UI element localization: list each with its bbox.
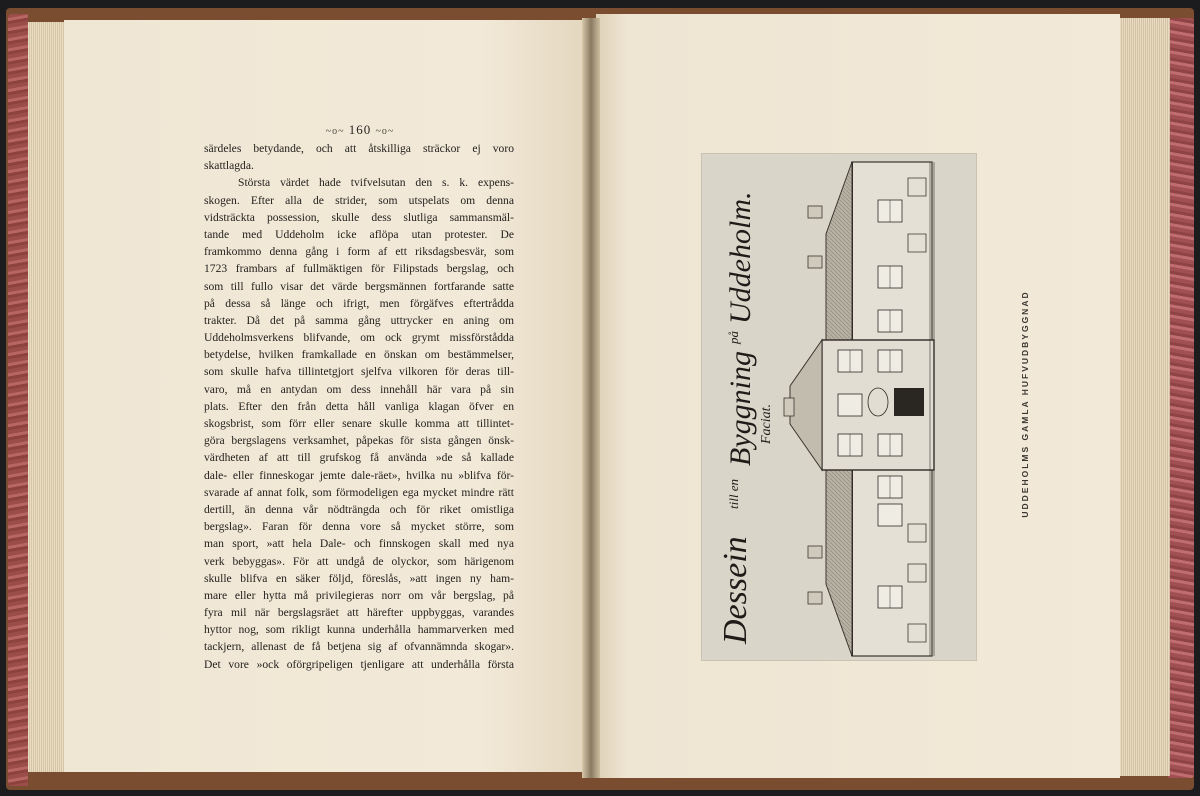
marbled-cover-right bbox=[1168, 18, 1194, 778]
text-line: som skulle hafva tillintetgjort sjelfva vilkoren för deras till- bbox=[204, 365, 514, 379]
svg-text:Dessein: Dessein bbox=[717, 536, 754, 644]
text-line: plats. Efter den från detta håll vanliga klagan öfver en bbox=[204, 399, 514, 413]
text-line: man sport, »att hela Dale- och finnskogen skall med nya bbox=[204, 537, 514, 551]
text-line: 1723 frambars af fullmäktigen för Filipstads bergslag, och bbox=[204, 262, 514, 276]
svg-text:Byggning: Byggning bbox=[724, 351, 757, 466]
text-line: svarade af annat folk, som förmodeligen ega mycket mindre rätt bbox=[204, 485, 514, 499]
text-line: bergslag». Faran för denna vore så mycket större, som bbox=[204, 520, 514, 534]
text-line: vidsträckta possession, skulle dess slutliga sammansmäl- bbox=[204, 210, 514, 224]
text-line: Det vore »ock oförgripeligen tjenligare att underhålla första bbox=[204, 657, 514, 671]
text-line: dale- eller finneskogar jemte dale-räet», hvilka nu »blifva för- bbox=[204, 468, 514, 482]
text-line: verk bebyggas». För att undgå de olyckor, som härigenom bbox=[204, 554, 514, 568]
ornament-right-icon: ~o~ bbox=[375, 126, 395, 137]
text-line: trakter. Då det på samma gång uttrycker en aning om bbox=[204, 313, 514, 327]
svg-text:Uddeholm.: Uddeholm. bbox=[724, 191, 757, 324]
body-text bbox=[204, 140, 514, 673]
text-line: skulle blifva en säker följd, föreslås, »att ingen ny ham- bbox=[204, 571, 514, 585]
text-line: fyra mil när bergslagsräet att härefter uppbyggas, varandes bbox=[204, 606, 514, 620]
plate-caption bbox=[1016, 268, 1034, 540]
text-line: på dessa så länge och ifrigt, men förgäfves eftertrådda bbox=[204, 296, 514, 310]
page-number: 160 bbox=[348, 122, 372, 137]
text-line: skattlagda. bbox=[204, 159, 254, 173]
text-line: betydelse, hvilken framkallade en önskan om bestämmelser, bbox=[204, 348, 514, 362]
plate-caption-text: UDDEHOLMS GAMLA HUFVUDBYGGNAD bbox=[1020, 290, 1030, 518]
svg-text:till en: till en bbox=[726, 479, 741, 509]
text-line: skogsbrist, som förr eller senare skulle komma att tillintet- bbox=[204, 417, 514, 430]
text-line: mare eller hytta må privilegieras norr om vår bergslag, på bbox=[204, 588, 514, 602]
text-line: värdheten af att till grufskog få använda »de så kallade bbox=[204, 451, 514, 465]
page-number-header bbox=[300, 122, 420, 138]
text-line: framkommo denna gång i form af ett riksdagsbesvär, som bbox=[204, 245, 514, 259]
plate-inscription-script bbox=[702, 154, 976, 660]
svg-text:Faciat.: Faciat. bbox=[759, 403, 774, 444]
text-line: Största värdet hade tvifvelsutan den s. k. expens- bbox=[238, 176, 514, 190]
text-line: göra bergslagens verksamhet, påpekas för sista gången önsk- bbox=[204, 434, 514, 448]
text-line: Uddeholmsverkens blifvande, om ock grymt missförstådda bbox=[204, 331, 514, 345]
svg-text:på: på bbox=[726, 331, 741, 344]
ornament-left-icon: ~o~ bbox=[325, 126, 345, 137]
text-line: tackjern, allenast de få betjena sig af ofvannämnda skogar». bbox=[204, 640, 514, 654]
book-gutter bbox=[582, 18, 600, 778]
page-edges-right bbox=[1118, 18, 1170, 776]
text-line: dertill, än denna vår nödträngda och för riket omistliga bbox=[204, 502, 514, 516]
text-line: varo, må en antydan om dess innehåll här vara på sin bbox=[204, 382, 514, 396]
text-line: tande med Uddeholm icke aflöpa utan protester. De bbox=[204, 227, 514, 241]
architectural-plate bbox=[702, 154, 976, 660]
text-line: särdeles betydande, och att åtskilliga sträckor ej voro bbox=[204, 142, 514, 155]
text-line: som till fullo visar det värde bergsmännen fortfarande satte bbox=[204, 279, 514, 293]
text-line: skogen. Efter alla de strider, som utspelats om denna bbox=[204, 193, 514, 207]
marbled-cover-left bbox=[8, 14, 28, 786]
text-line: hyttor nog, som rikligt kunna underhålla hammarverken med bbox=[204, 623, 514, 637]
